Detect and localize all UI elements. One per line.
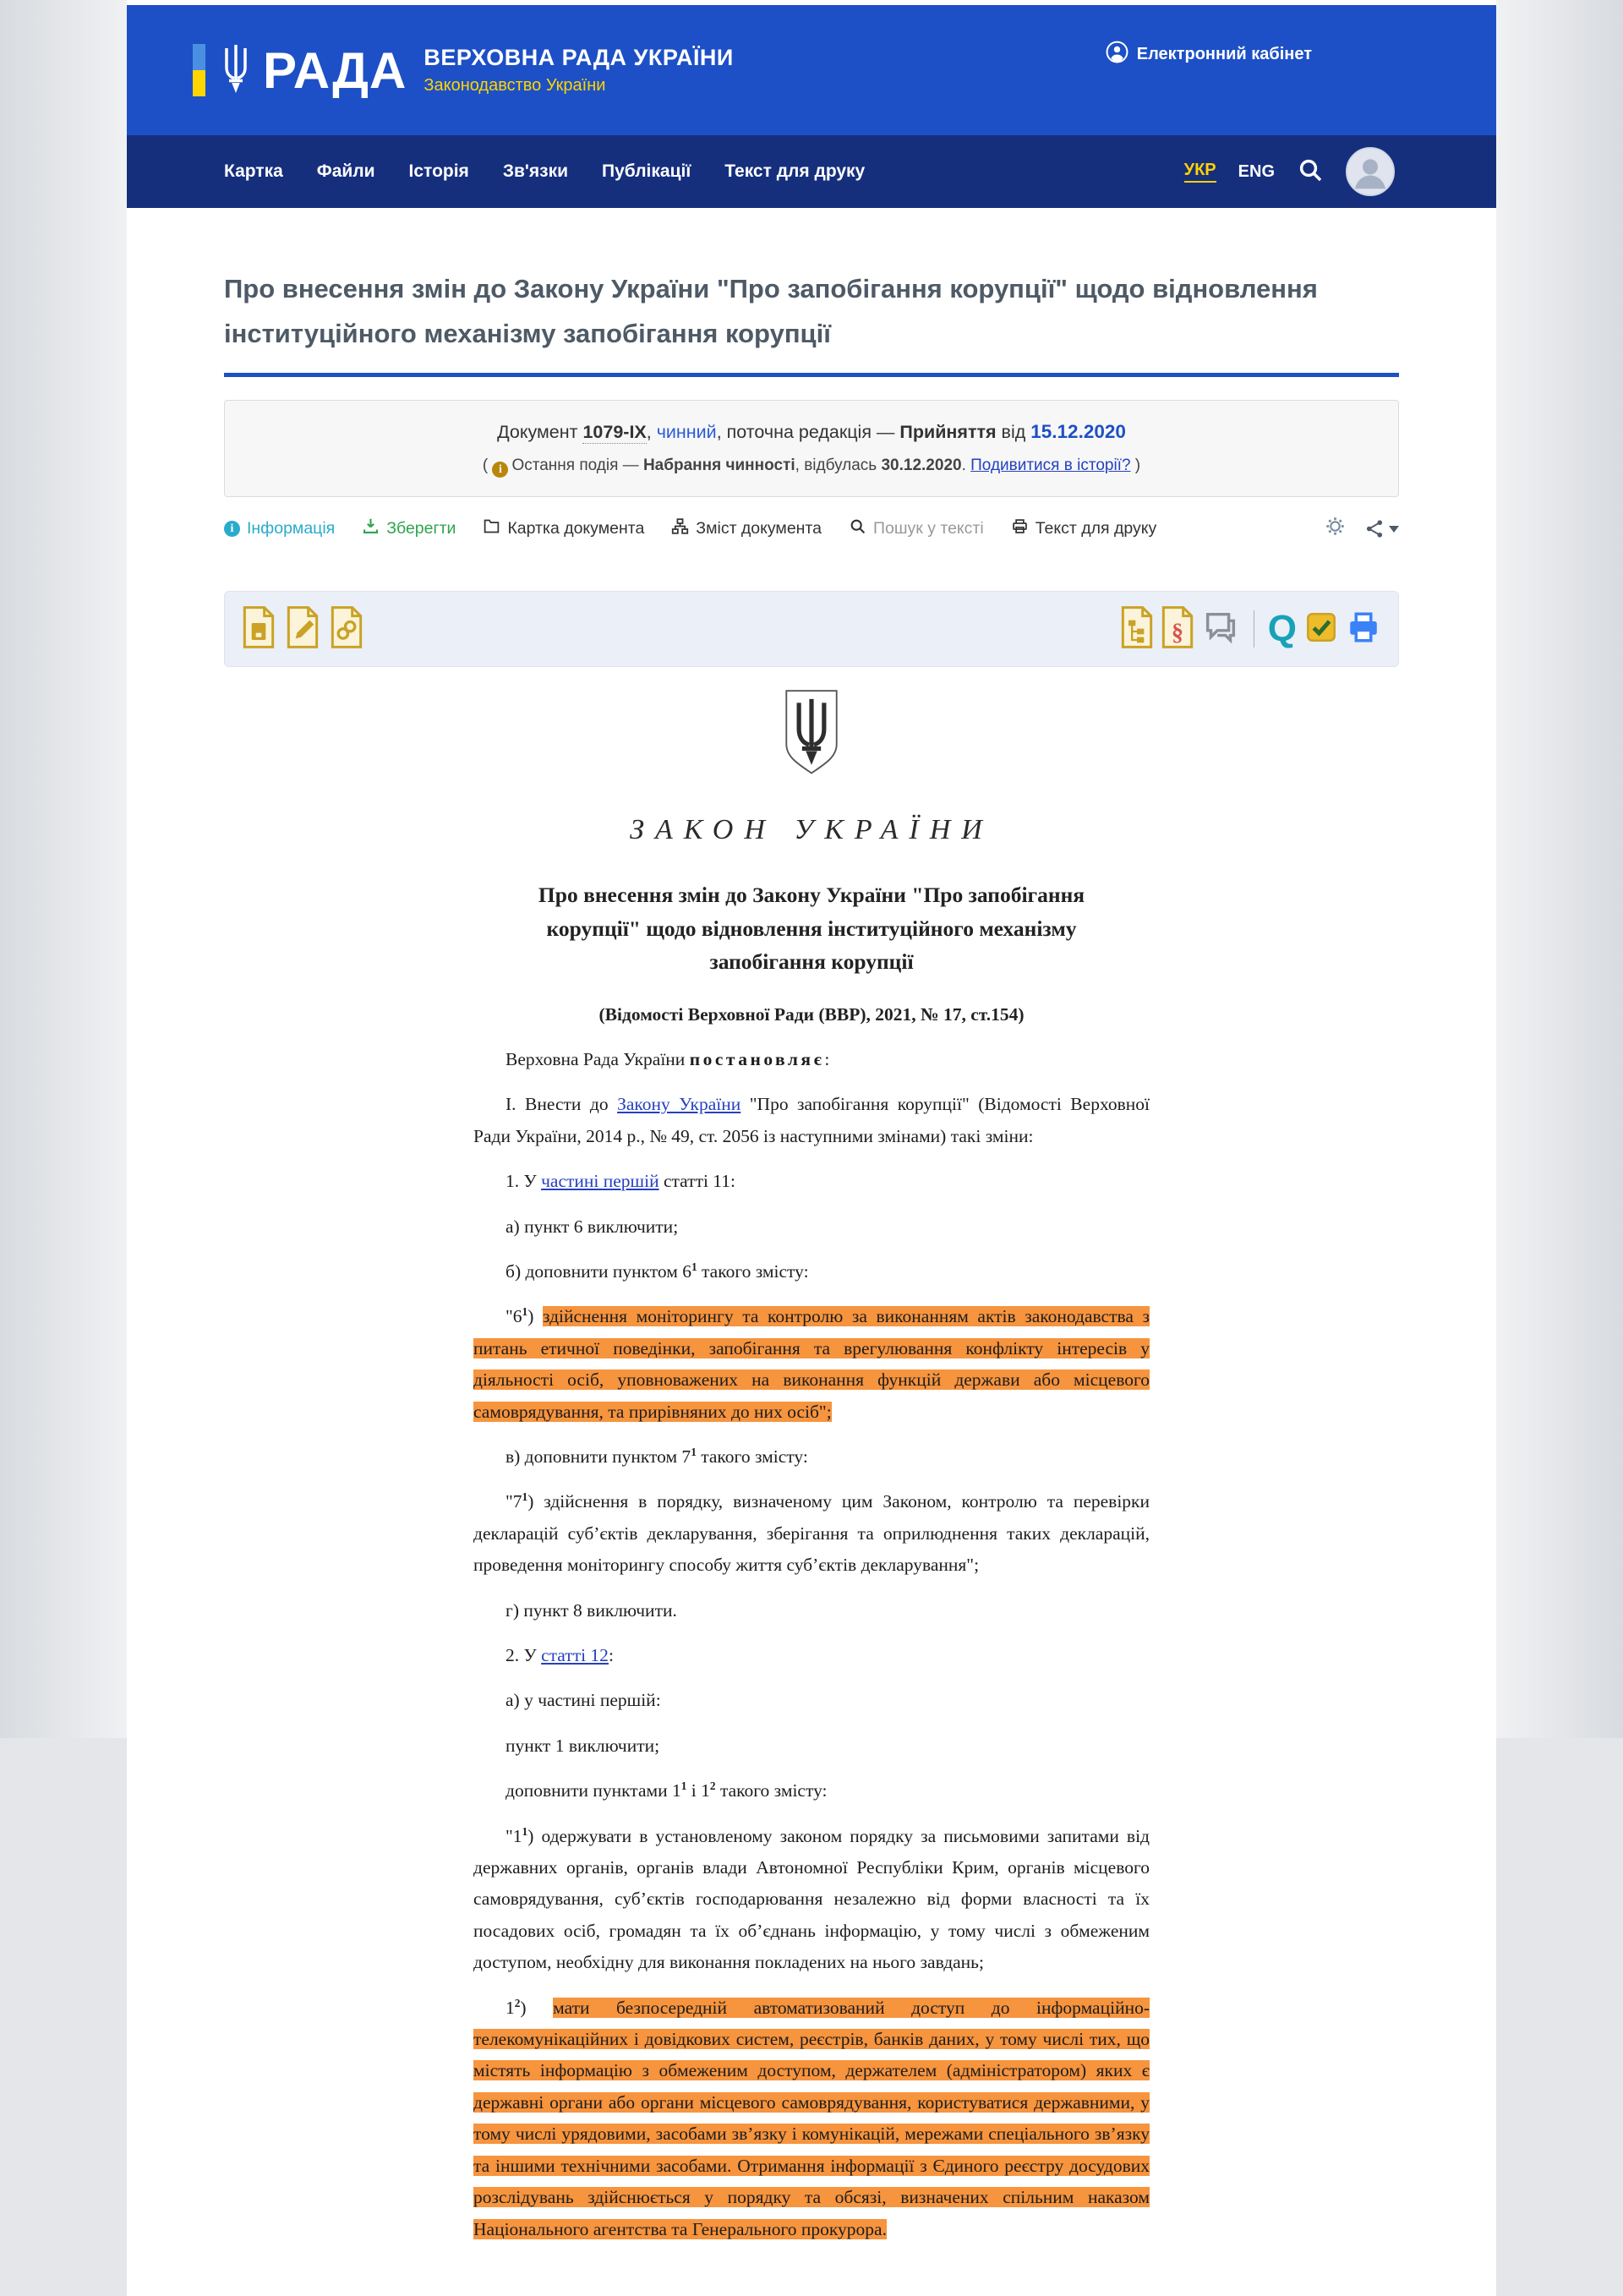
event-mid: , відбулась — [795, 456, 882, 475]
chevron-down-icon — [1389, 526, 1399, 533]
superscript: 1 — [522, 1490, 528, 1504]
flag-stripe-icon — [193, 44, 205, 96]
superscript: 1 — [680, 1779, 687, 1793]
dot: . — [961, 456, 971, 475]
info-button[interactable] — [224, 519, 335, 538]
comments-icon[interactable] — [1201, 608, 1240, 651]
superscript: 1 — [691, 1260, 697, 1273]
doc-text: : — [824, 1048, 830, 1069]
doc-contents-label: Зміст документа — [696, 519, 822, 538]
doc-status[interactable]: чинний — [656, 422, 717, 443]
doc-paragraph — [473, 1089, 1150, 1152]
site-header — [127, 5, 1496, 135]
event-date: 30.12.2020 — [881, 456, 962, 475]
doc-action: Прийняття — [899, 422, 997, 443]
law-heading: ЗАКОН УКРАЇНИ — [630, 814, 993, 846]
doc-text: і 1 — [686, 1780, 710, 1801]
cabinet-link[interactable] — [1106, 41, 1312, 68]
search-large-icon[interactable]: Q — [1267, 608, 1297, 650]
paren-open: ( — [482, 456, 493, 475]
print-text-button[interactable] — [1011, 517, 1157, 540]
doc-link[interactable]: Закону України — [617, 1094, 741, 1115]
magnifier-icon — [849, 517, 866, 540]
doc-paragraph — [473, 1595, 1150, 1626]
doc-paragraph — [473, 1301, 1150, 1428]
share-icon[interactable] — [1364, 518, 1399, 539]
doc-text: ) — [520, 1997, 554, 2018]
sep: , — [646, 422, 657, 443]
trident-logo-icon — [214, 39, 258, 102]
doc-text: "7 — [505, 1491, 522, 1512]
document-edit-icon[interactable] — [286, 606, 320, 653]
avatar[interactable] — [1346, 147, 1395, 196]
doc-text: в) доповнити пунктом 7 — [505, 1446, 691, 1467]
doc-text: ) здійснення в порядку, визначеному цим Законом, контролю та перевірки декларацій суб’єктів декларування, зберігання та оприлюднення таких декларацій, проведення моніторингу способу життя суб’єктів декларування"; — [473, 1491, 1150, 1576]
last-event-label: Остання подія — — [511, 456, 643, 475]
info-label: Інформація — [247, 519, 336, 538]
doc-link[interactable]: статті 12 — [541, 1645, 609, 1666]
doc-text: а) у частині першій: — [505, 1690, 661, 1711]
doc-text: такого змісту: — [715, 1780, 828, 1801]
doc-paragraph — [473, 1044, 1150, 1075]
cabinet-label: Електронний кабінет — [1136, 45, 1312, 63]
doc-text: "1 — [505, 1825, 522, 1846]
main-nav — [127, 135, 1496, 208]
doc-paragraph — [473, 1256, 1150, 1287]
doc-paragraph — [473, 1640, 1150, 1671]
superscript: 1 — [691, 1445, 697, 1458]
person-circle-icon — [1106, 41, 1137, 68]
superscript: 2 — [709, 1779, 716, 1793]
doc-text: 1. У — [505, 1171, 542, 1192]
doc-paragraph — [473, 1730, 1150, 1762]
site-title: ВЕРХОВНА РАДА УКРАЇНИ — [424, 45, 734, 70]
document-title: Про внесення змін до Закону України "Про запобігання корупції" щодо відновлення інституційного механізму запобігання корупції — [538, 883, 1085, 975]
doc-text: I. Внести до — [505, 1094, 618, 1115]
site-logo[interactable] — [193, 39, 734, 102]
doc-text: г) пункт 8 виключити. — [505, 1599, 677, 1621]
paren-close: ) — [1130, 456, 1141, 475]
page-title: Про внесення змін до Закону України "Про запобігання корупції" щодо відновлення інституційного механізму запобігання корупції — [224, 274, 1318, 348]
info-icon: i — [224, 521, 240, 537]
document-paragraph-icon[interactable] — [1161, 606, 1194, 653]
doc-text: "6 — [505, 1306, 522, 1327]
doc-date[interactable]: 15.12.2020 — [1030, 421, 1126, 443]
sitemap-icon — [671, 517, 689, 540]
doc-paragraph — [473, 1775, 1150, 1807]
doc-paragraph — [473, 1993, 1150, 2245]
lang-ukr[interactable]: УКР — [1184, 161, 1216, 183]
nav-item-publikatsii[interactable]: Публікації — [601, 161, 691, 181]
doc-paragraph — [473, 1486, 1150, 1581]
title-rule — [224, 373, 1399, 377]
document-link-icon[interactable] — [330, 606, 363, 653]
last-event-name: Набрання чинності — [642, 456, 795, 475]
highlighted-text: здійснення моніторингу та контролю за виконанням актів законодавства з питань етичної поведінки, запобігання та врегулювання конфлікту інтересів у діяльності осіб, уповноважених на виконання функцій держави або місцевого самоврядування, та прирівняних до них осіб"; — [473, 1306, 1150, 1422]
document-toolbar — [224, 516, 1399, 542]
document-save-icon[interactable] — [242, 606, 276, 653]
nav-item-zvyazky[interactable]: Зв'язки — [502, 161, 568, 181]
vvr-reference: (Відомості Верховної Ради (ВВР), 2021, № 17, ст.154) — [598, 1003, 1025, 1025]
doc-text: такого змісту: — [697, 1260, 809, 1282]
svg-text:§: § — [1171, 619, 1183, 646]
document-info-box — [224, 400, 1399, 497]
coat-of-arms-icon — [779, 689, 844, 777]
save-label: Зберегти — [386, 519, 456, 538]
doc-text: статті 11: — [658, 1171, 735, 1192]
history-link[interactable]: Подивитися в історії? — [970, 456, 1131, 475]
info-circle-icon: i — [492, 462, 508, 478]
doc-text: : — [608, 1645, 614, 1666]
doc-text: ) одержувати в установленому законом порядку за письмовими запитами від державних органів, органів влади Автономної Республіки Крим, органів місцевого самоврядування, суб’єктів господарювання незалежно від форми власності та їх посадових осіб, громадян та їх об’єднань інформацію, у тому числі з обмеженим доступом, необхідну для виконання покладених на нього завдань; — [473, 1825, 1150, 1973]
doc-card-button[interactable] — [483, 517, 644, 540]
doc-text: постановляє — [689, 1048, 825, 1069]
doc-text: пункт 1 виключити; — [505, 1735, 660, 1756]
doc-text: ) — [527, 1306, 543, 1327]
print-blue-icon[interactable] — [1346, 610, 1381, 649]
doc-text: Верховна Рада України — [505, 1048, 690, 1069]
doc-text: "Про запобігання корупції" (Відомості Верховної Ради України, 2014 р., № 49, ст. 2056 із наступними змінами) такі зміни: — [473, 1094, 1150, 1146]
doc-paragraph — [473, 1211, 1150, 1243]
lang-eng[interactable]: ENG — [1238, 161, 1275, 181]
text-search-label: Пошук у тексті — [873, 519, 984, 538]
superscript: 1 — [522, 1305, 528, 1319]
check-tasks-icon[interactable] — [1303, 610, 1339, 649]
superscript: 2 — [514, 1996, 521, 2009]
nav-item-tekst-dlya-druku[interactable]: Текст для друку — [724, 161, 866, 181]
folder-icon — [483, 517, 500, 540]
doc-text: доповнити пунктами 1 — [505, 1780, 681, 1801]
text-search-button[interactable] — [849, 517, 984, 540]
doc-text: б) доповнити пунктом 6 — [505, 1260, 691, 1282]
document-view — [473, 689, 1150, 2296]
search-icon[interactable] — [1297, 156, 1324, 188]
site-subtitle: Законодавство України — [424, 76, 606, 95]
doc-paragraph — [473, 1166, 1150, 1197]
doc-text: 1 — [505, 1997, 515, 2018]
nav-item-istoriya[interactable]: Історія — [408, 161, 469, 181]
content-sheet — [127, 0, 1496, 2296]
doc-text: такого змісту: — [696, 1446, 808, 1467]
doc-paragraph — [473, 1441, 1150, 1473]
nav-item-fajly[interactable]: Файли — [316, 161, 375, 181]
doc-link[interactable]: частині першій — [541, 1171, 659, 1192]
doc-text: а) пункт 6 виключити; — [505, 1216, 679, 1237]
doc-card-label: Картка документа — [507, 519, 645, 538]
document-structure-icon[interactable] — [1120, 606, 1154, 653]
logo-text: РАДА — [263, 41, 407, 99]
doc-number[interactable]: 1079-IX — [582, 422, 647, 443]
gear-icon[interactable] — [1325, 516, 1346, 542]
document-body — [473, 1044, 1150, 2245]
doc-paragraph — [473, 1821, 1150, 1979]
print-text-label: Текст для друку — [1035, 519, 1157, 538]
download-icon — [362, 517, 380, 540]
superscript: 1 — [522, 1824, 528, 1838]
nav-item-kartka[interactable]: Картка — [224, 161, 283, 181]
doc-text: 2. У — [505, 1645, 542, 1666]
doc-contents-button[interactable] — [671, 517, 822, 540]
doc-paragraph — [473, 1685, 1150, 1716]
highlighted-text: мати безпосередній автоматизований доступ до інформаційно-телекомунікаційних і довідкових систем, реєстрів, банків даних, у тому числі тих, що містять інформацію з обмеженим доступом, держателем (адміністратором) яких є державні органи або органи місцевого самоврядування, користуватися державними, у тому числі урядовими, засобами зв’язку і комунікацій, мережами спеціального зв’язку та іншими технічними засобами. Отримання інформації з Єдиного реєстру досудових розслідувань здійснюється у порядку та обсязі, визначених спільним наказом Національного агентства та Генерального прокурора. — [473, 1997, 1150, 2239]
doc-label: Документ — [497, 422, 583, 443]
printer-icon — [1011, 517, 1029, 540]
document-tools-strip — [224, 591, 1399, 667]
save-button[interactable] — [362, 517, 456, 540]
doc-revision-text: , поточна редакція — — [716, 422, 900, 443]
sep-vid: від — [996, 422, 1031, 443]
